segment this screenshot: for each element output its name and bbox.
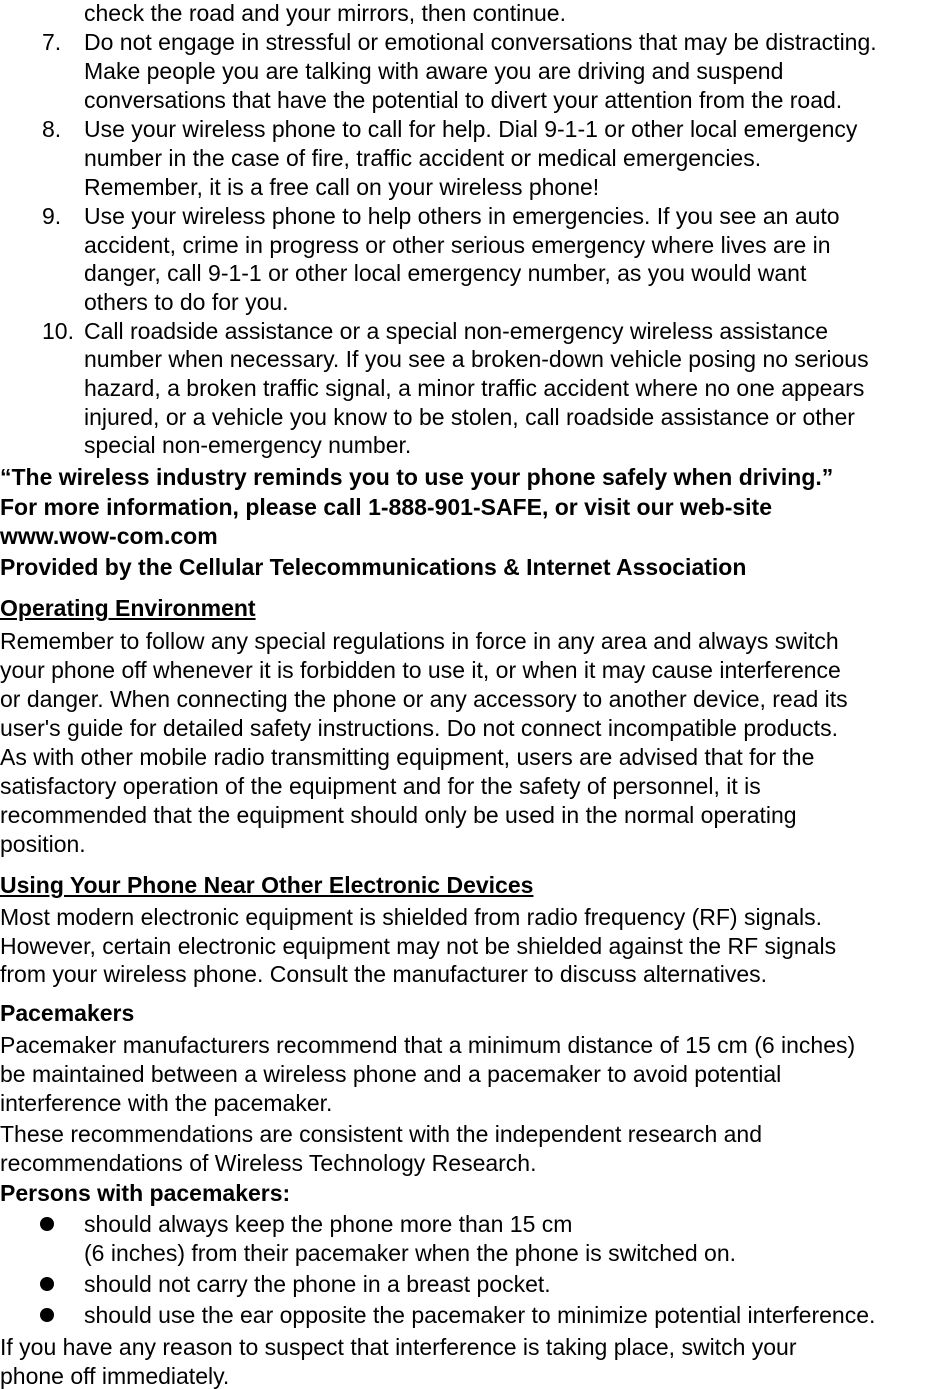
paragraph-line: from your wireless phone. Consult the manufacturer to discuss alternatives. — [0, 961, 768, 987]
list-item-line: conversations that have the potential to divert your attention from the road. — [84, 87, 843, 113]
bullet-item-line: should always keep the phone more than 15 cm — [84, 1211, 573, 1237]
bullet-item-line: should not carry the phone in a breast pocket. — [84, 1271, 551, 1297]
bullet-icon — [40, 1308, 54, 1322]
list-item-line: number when necessary. If you see a broken-down vehicle posing no serious — [84, 346, 869, 372]
paragraph-line: Most modern electronic equipment is shielded from radio frequency (RF) signals. — [0, 904, 822, 930]
paragraph-line: your phone off whenever it is forbidden to use it, or when it may cause interference — [0, 657, 841, 683]
list-item-line: number in the case of fire, traffic accident or medical emergencies. — [84, 145, 762, 171]
list-continued-line: check the road and your mirrors, then continue. — [84, 0, 566, 26]
paragraph-line: Remember to follow any special regulations in force in any area and always switch — [0, 628, 839, 654]
closing-line: phone off immediately. — [0, 1363, 230, 1389]
bullet-icon — [40, 1277, 54, 1291]
list-item-line: Call roadside assistance or a special non-emergency wireless assistance — [84, 318, 829, 344]
electronic-devices-heading: Using Your Phone Near Other Electronic Devices — [0, 872, 534, 898]
paragraph-line: interference with the pacemaker. — [0, 1090, 333, 1116]
list-item-line: Use your wireless phone to call for help. Dial 9-1-1 or other local emergency — [84, 116, 858, 142]
operating-environment-heading: Operating Environment — [0, 595, 256, 621]
ctia-info: For more information, please call 1-888-901-SAFE, or visit our web-site — [0, 494, 772, 520]
paragraph-line: satisfactory operation of the equipment and for the safety of personnel, it is — [0, 773, 761, 799]
list-item-line: danger, call 9-1-1 or other local emergency number, as you would want — [84, 260, 807, 286]
list-item-line: Remember, it is a free call on your wireless phone! — [84, 174, 600, 200]
list-item-number: 8. — [42, 116, 62, 142]
list-item-line: Make people you are talking with aware you are driving and suspend — [84, 58, 784, 84]
paragraph-line: These recommendations are consistent with the independent research and — [0, 1121, 763, 1147]
paragraph-line: Pacemaker manufacturers recommend that a minimum distance of 15 cm (6 inches) — [0, 1032, 856, 1058]
list-item-number: 10. — [42, 318, 74, 344]
ctia-website: www.wow-com.com — [0, 523, 218, 549]
bullet-item-line: (6 inches) from their pacemaker when the phone is switched on. — [84, 1240, 736, 1266]
list-item-number: 9. — [42, 203, 62, 229]
list-item-number: 7. — [42, 29, 62, 55]
closing-line: If you have any reason to suspect that interference is taking place, switch your — [0, 1334, 797, 1360]
list-item-line: Use your wireless phone to help others in emergencies. If you see an auto — [84, 203, 840, 229]
list-item-line: Do not engage in stressful or emotional conversations that may be distracting. — [84, 29, 877, 55]
pacemakers-heading: Pacemakers — [0, 1000, 135, 1026]
list-item-line: special non-emergency number. — [84, 432, 412, 458]
list-item-line: others to do for you. — [84, 289, 289, 315]
persons-with-pacemakers-heading: Persons with pacemakers: — [0, 1180, 291, 1206]
bullet-item-line: should use the ear opposite the pacemaker to minimize potential interference. — [84, 1302, 876, 1328]
bullet-icon — [40, 1217, 54, 1231]
paragraph-line: user's guide for detailed safety instructions. Do not connect incompatible products. — [0, 715, 838, 741]
list-item-line: accident, crime in progress or other serious emergency where lives are in — [84, 232, 831, 258]
paragraph-line: recommended that the equipment should only be used in the normal operating — [0, 802, 797, 828]
paragraph-line: position. — [0, 831, 86, 857]
paragraph-line: As with other mobile radio transmitting equipment, users are advised that for the — [0, 744, 815, 770]
list-item-line: injured, or a vehicle you know to be stolen, call roadside assistance or other — [84, 404, 855, 430]
ctia-provider: Provided by the Cellular Telecommunications & Internet Association — [0, 554, 747, 580]
paragraph-line: However, certain electronic equipment may not be shielded against the RF signals — [0, 933, 837, 959]
list-item-line: hazard, a broken traffic signal, a minor traffic accident where no one appears — [84, 375, 865, 401]
paragraph-line: or danger. When connecting the phone or any accessory to another device, read its — [0, 686, 848, 712]
ctia-quote: “The wireless industry reminds you to use your phone safely when driving.” — [0, 464, 834, 490]
paragraph-line: recommendations of Wireless Technology Research. — [0, 1150, 537, 1176]
paragraph-line: be maintained between a wireless phone and a pacemaker to avoid potential — [0, 1061, 782, 1087]
